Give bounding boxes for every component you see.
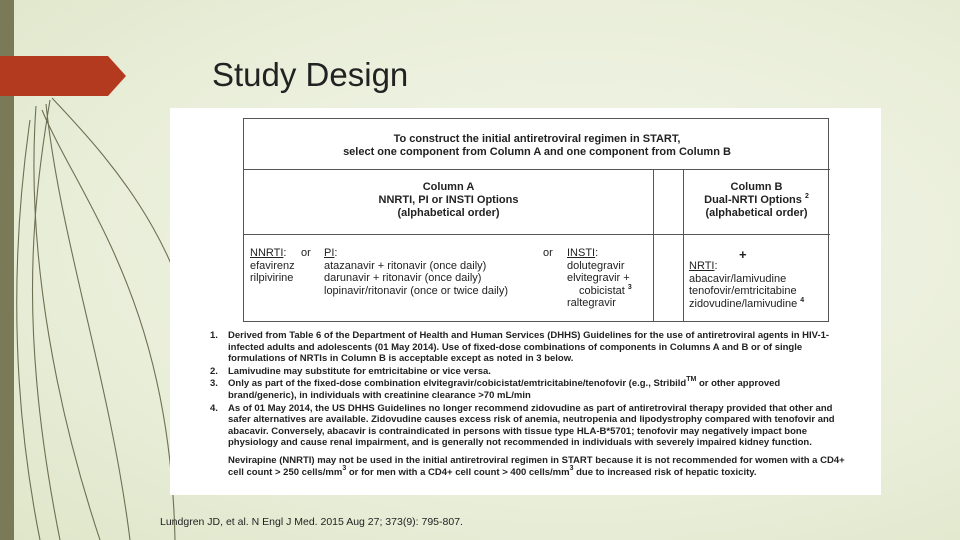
nrti-item: abacavir/lamivudine bbox=[689, 272, 787, 285]
nnrti-cell: NNRTI: efavirenz rilpivirine bbox=[250, 247, 295, 285]
nnrti-item: efavirenz bbox=[250, 259, 295, 272]
column-b-subtitle-line bbox=[683, 194, 830, 207]
column-a-subtitle: NNRTI, PI or INSTI Options bbox=[378, 194, 519, 206]
pi-item: atazanavir + ritonavir (once daily) bbox=[324, 259, 487, 272]
nrti-item: tenofovir/emtricitabine bbox=[689, 285, 797, 298]
nrti-footnote: 4 bbox=[800, 296, 805, 304]
pi-item: darunavir + ritonavir (once daily) bbox=[324, 272, 482, 285]
nevirapine-note: Nevirapine (NNRTI) may not be used in the initial antiretroviral regimen in START because it is not recommended for women with a CD4+ cell count > 250 cells/$mm^3$ or for men with a CD4+ cell count > 400 cells/$mm^3$ due to increased risk of hepatic toxicity. bbox=[228, 454, 845, 478]
nnrti-item: rilpivirine bbox=[250, 272, 294, 285]
insti-item: raltegravir bbox=[567, 297, 616, 310]
column-b-title: Column B bbox=[730, 181, 783, 193]
pi-label: PI bbox=[324, 247, 335, 259]
footnote-1: 1. Derived from Table 6 of the Department of Health and Human Services (DHHS) Guidelines for the use of antiretroviral agents in HIV-1-infected adults and adolescents (01 May 2014). Use of fixed-dose combinations of components in Columns A and B or of single formulations of NRTIs in Column B is acceptable except as noted in 3 below. bbox=[210, 330, 830, 365]
pi-cell: PI: atazanavir + ritonavir (once daily) darunavir + ritonavir (once daily) lopinavir/ritonavir (once or twice daily) bbox=[324, 247, 509, 297]
or-label-1: or bbox=[301, 247, 311, 259]
column-b-header bbox=[683, 181, 830, 220]
column-a-title: Column A bbox=[422, 181, 475, 193]
insti-cell: INSTI: dolutegravir elvitegravir + cobicistat $^3$ raltegravir bbox=[567, 247, 632, 310]
table-header bbox=[244, 133, 830, 159]
document-image bbox=[170, 108, 881, 495]
column-a-header bbox=[244, 181, 653, 220]
nnrti-label: NNRTI bbox=[250, 247, 284, 259]
insti-item: elvitegravir + bbox=[567, 272, 630, 285]
column-a-order-note: (alphabetical order) bbox=[397, 207, 500, 219]
plus-sign: + bbox=[739, 247, 747, 262]
regimen-table bbox=[243, 118, 829, 322]
insti-footnote: 3 bbox=[627, 283, 632, 291]
footnote-4: 4. As of 01 May 2014, the US DHHS Guidelines no longer recommend zidovudine as part of antiretroviral therapy provided that other and safer alternatives are available. Zidovudine causes excess risk of anemia, neutropenia and lipodystrophy compared with tenofovir and abacavir. Conversely, abacavir is contraindicated in persons with tissue type HLA-B*5701; tenofovir may negatively impact bone physiology and cause renal impairment, and is generally not recommended in individuals with severely impaired kidney function. bbox=[210, 402, 835, 449]
title-accent-arrow bbox=[0, 56, 126, 96]
insti-item: dolutegravir bbox=[567, 259, 625, 272]
or-label-2: or bbox=[543, 247, 553, 259]
slide-title: Study Design bbox=[212, 56, 409, 93]
table-header-line-2: select one component from Column A and one component from Column B bbox=[343, 146, 731, 158]
table-header-line-1: To construct the initial antiretroviral regimen in START, bbox=[393, 133, 681, 145]
nrti-cell: NRTI: abacavir/lamivudine tenofovir/emtricitabine zidovudine/lamivudine $^4$ bbox=[689, 260, 805, 310]
nrti-label: NRTI bbox=[689, 260, 715, 272]
citation: Lundgren JD, et al. N Engl J Med. 2015 Aug 27; 373(9): 795-807. bbox=[160, 516, 463, 528]
column-b-footnote: 2 bbox=[804, 193, 809, 200]
footnotes bbox=[210, 330, 850, 478]
insti-item: cobicistat bbox=[579, 284, 625, 297]
footnote-2: 2. Lamivudine may substitute for emtricitabine or vice versa. bbox=[210, 365, 491, 377]
column-b-order-note: (alphabetical order) bbox=[705, 207, 808, 219]
footnote-3: 3. Only as part of the fixed-dose combination elvitegravir/cobicistat/emtricitabine/tenofovir (e.g., Stribild™ or other approved brand/generic), in individuals with creatinine clearance >70 mL/min bbox=[210, 376, 781, 401]
insti-label: INSTI bbox=[567, 247, 596, 259]
pi-item: lopinavir/ritonavir (once or twice daily) bbox=[324, 284, 509, 297]
column-b-subtitle: Dual-NRTI Options bbox=[704, 194, 802, 206]
nrti-item: zidovudine/lamivudine bbox=[689, 297, 798, 310]
